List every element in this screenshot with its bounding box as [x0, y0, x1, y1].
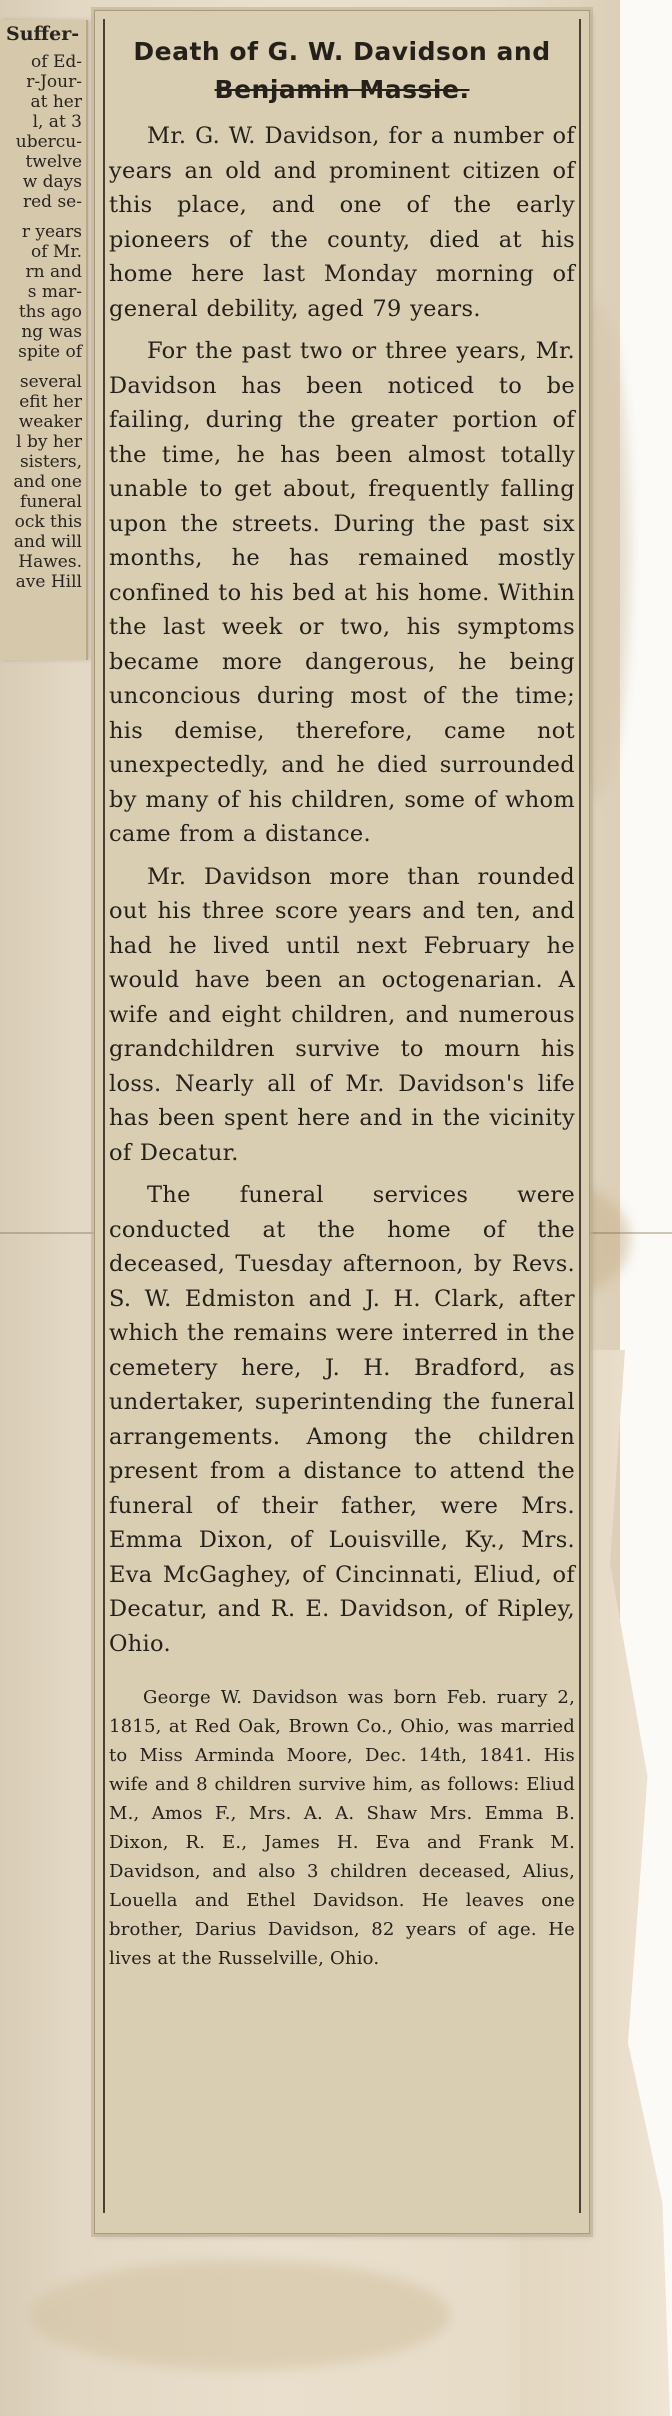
neighbor-line: ock this: [14, 512, 82, 532]
article-paragraph: For the past two or three years, Mr. Davidson has been noticed to be failing, during the greater portion of the time, he has been almost totally unable to get about, frequently falling upon the streets. During the past six months, he has remained mostly confined to his bed at his home. Within the last week or two, his symptoms became more dangerous, he being unconcious during most of the time; his demise, therefore, came not unexpectedly, and he died surrounded by many of his children, some of whom came from a distance.: [109, 338, 575, 847]
neighbor-line: red se-: [22, 192, 82, 212]
biographical-note: George W. Davidson was born Feb. ruary 2, 1815, at Red Oak, Brown Co., Ohio, was married to Miss Arminda Moore, Dec. 14th, 1841. His wife and 8 children survive him, as follows: Eliud M., Amos F., Mrs. A. A. Shaw Mrs. Emma B. Dixon, R. E., James H. Eva and Frank M. Davidson, and also 3 children deceased, Alius, Louella and Ethel Davidson. He leaves one brother, Darius Davidson, 82 years of age. He lives at the Russelville, Ohio.: [109, 1687, 575, 1969]
neighbor-line: sisters,: [19, 452, 82, 472]
neighbor-line: s mar-: [27, 282, 82, 302]
neighbor-line: l by her: [16, 432, 82, 452]
neighbor-line: twelve: [25, 152, 82, 172]
neighbor-line: l, at 3: [32, 112, 82, 132]
neighbor-line: r years: [21, 222, 82, 242]
neighbor-line: ths ago: [18, 302, 82, 322]
neighbor-line: at her: [30, 92, 82, 112]
neighbor-column-fragment: [0, 20, 88, 660]
neighbor-line: of Mr.: [31, 242, 82, 262]
neighbor-line: ubercu-: [15, 132, 82, 152]
neighbor-line: r-Jour-: [26, 72, 82, 92]
neighbor-line: of Ed-: [31, 52, 82, 72]
article-paragraph: Mr. G. W. Davidson, for a number of years an old and prominent citizen of this place, and one of the early pioneers of the county, died at his home here last Monday morning of general debility, aged 79 years.: [109, 123, 575, 322]
neighbor-line: and one: [13, 472, 82, 492]
headline-line-1: Death of G. W. Davidson and: [133, 37, 551, 66]
neighbor-title: Suffer-: [6, 23, 80, 45]
column-rule-right: [579, 19, 581, 2213]
article-headline: [109, 33, 575, 109]
neighbor-line: ave Hill: [15, 572, 82, 592]
neighbor-line: rn and: [25, 262, 82, 282]
newspaper-clipping: [94, 10, 590, 2234]
article-paragraph: The funeral services were conducted at the home of the deceased, Tuesday afternoon, by Revs. S. W. Edmiston and J. H. Clark, after which the remains were interred in the cemetery here, J. H. Bradford, as undertaker, superintending the funeral arrangements. Among the children present from a distance to attend the funeral of their father, were Mrs. Emma Dixon, of Louisville, Ky., Mrs. Eva McGaghey, of Cincinnati, Eliud, of Decatur, and R. E. Davidson, of Ripley, Ohio.: [109, 1182, 575, 1657]
stain: [30, 2260, 450, 2370]
neighbor-line: Hawes.: [18, 552, 82, 572]
neighbor-line: spite of: [18, 342, 82, 362]
neighbor-line: several: [19, 372, 82, 392]
neighbor-line: funeral: [20, 492, 82, 512]
article-column: [109, 33, 575, 1973]
neighbor-line: weaker: [18, 412, 82, 432]
neighbor-line: efit her: [19, 392, 82, 412]
neighbor-gap: [0, 212, 86, 222]
neighbor-line: w days: [22, 172, 82, 192]
neighbor-line: ng was: [21, 322, 82, 342]
neighbor-line: and will: [13, 532, 82, 552]
column-rule-left: [103, 19, 105, 2213]
neighbor-gap: [0, 362, 86, 372]
headline-line-2: Benjamin Massie.: [214, 75, 470, 104]
article-paragraph: Mr. Davidson more than rounded out his three score years and ten, and had he lived until next February he would have been an octogenarian. A wife and eight children, and numerous grandchildren survive to mourn his loss. Nearly all of Mr. Davidson's life has been spent here and in the vicinity of Decatur.: [109, 863, 575, 1166]
